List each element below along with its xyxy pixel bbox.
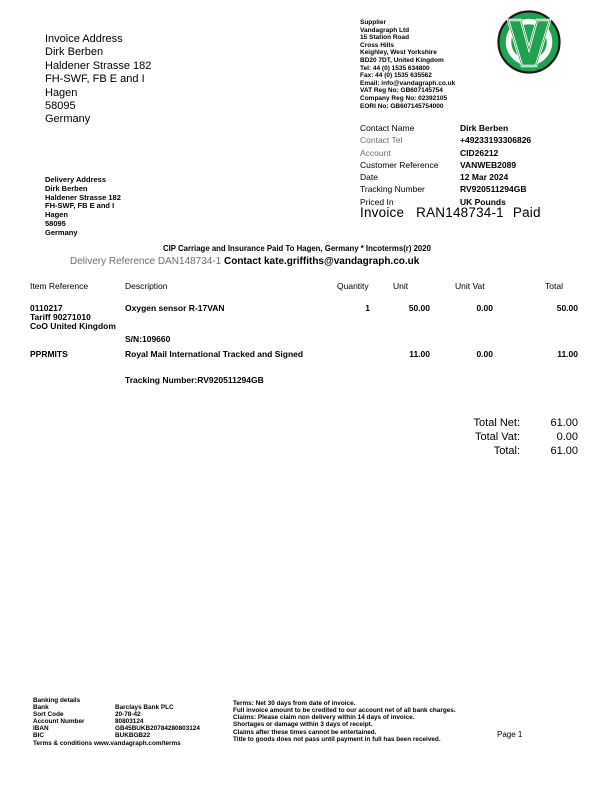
total-net-value: 61.00 — [550, 417, 578, 429]
terms-block — [233, 700, 523, 743]
contact-tel-label: Contact Tel — [360, 135, 403, 146]
totals-block — [400, 417, 578, 459]
supplier-block — [360, 19, 455, 110]
page-number-label: Page 1 — [497, 730, 523, 739]
address-line: 58095 — [45, 218, 66, 228]
supplier-vat-no: VAT Reg No: GB607145754 — [360, 87, 443, 95]
address-line: Germany — [45, 227, 78, 237]
contact-row — [360, 160, 590, 172]
iban-label: IBAN — [33, 725, 49, 733]
address-line: Haldener Strasse 182 — [45, 192, 121, 202]
tracking-number-label: Tracking Number — [360, 184, 425, 195]
terms-line: Shortages or damage within 3 days of receipt. — [233, 721, 373, 729]
supplier-title: Supplier — [360, 19, 387, 26]
contact-row — [360, 172, 590, 184]
item-reference: 0110217 — [30, 303, 63, 313]
contact-details-block — [360, 123, 590, 209]
address-line: Dirk Berben — [45, 46, 104, 59]
terms-line: Title to goods does not pass until payment in full has been received. — [233, 735, 441, 743]
supplier-phone: Tel: 44 (0) 1535 634800 — [360, 64, 430, 72]
contact-row — [360, 148, 590, 160]
supplier-line: Keighley, West Yorkshire — [360, 49, 437, 57]
contact-name-label: Contact Name — [360, 123, 415, 133]
item-total: 11.00 — [557, 349, 578, 359]
invoice-address-block — [45, 33, 151, 127]
item-reference: PPRMITS — [30, 349, 68, 359]
total-vat-value: 0.00 — [556, 431, 578, 443]
item-serial-number: S/N:109660 — [125, 334, 171, 344]
invoice-address-title: Invoice Address — [45, 33, 123, 45]
item-unit-vat: 0.00 — [476, 349, 493, 359]
bank-label: Bank — [33, 704, 49, 712]
date-value: 12 Mar 2024 — [460, 172, 509, 183]
banking-details-title: Banking details — [33, 697, 81, 704]
address-line: Germany — [45, 113, 91, 126]
bank-row — [33, 704, 200, 711]
total-vat-row — [400, 431, 578, 445]
priced-in-value: UK Pounds — [460, 196, 506, 207]
item-quantity: 1 — [365, 303, 370, 313]
iban-value: GB45BUKB20784280803124 — [115, 725, 200, 733]
item-unit-price: 50.00 — [408, 303, 430, 313]
invoice-number: RAN148734-1 — [416, 205, 504, 220]
address-line: Haldener Strasse 182 — [45, 59, 152, 72]
supplier-eori-no: EORI No: GB607145754000 — [360, 102, 444, 110]
account-number-label: Account Number — [33, 718, 85, 726]
contact-name-value: Dirk Berben — [460, 123, 509, 133]
item-description: Oxygen sensor R-17VAN — [125, 303, 225, 313]
address-line: 58095 — [45, 100, 76, 113]
header-description: Description — [125, 281, 168, 291]
tracking-number-value: RV920511294GB — [460, 184, 527, 195]
item-coo: CoO United Kingdom — [30, 321, 116, 331]
address-line: FH-SWF, FB E and I — [45, 201, 115, 211]
total-value: 61.00 — [550, 445, 578, 457]
supplier-line: Cross Hills — [360, 41, 394, 49]
account-number-value: 80803124 — [115, 718, 144, 726]
total-net-label: Total Net: — [473, 417, 520, 429]
terms-line: Terms: Net 30 days from date of invoice. — [233, 700, 356, 707]
bic-value: BUKBGB22 — [115, 732, 151, 740]
invoice-status: Paid — [512, 205, 541, 220]
address-line: Dirk Berben — [45, 183, 88, 193]
item-description: Royal Mail International Tracked and Signed — [125, 349, 304, 359]
account-label: Account — [360, 147, 391, 158]
customer-reference-label: Customer Reference — [360, 159, 439, 170]
header-item-reference: Item Reference — [30, 281, 89, 291]
vandagraph-logo-icon — [496, 9, 562, 75]
terms-line: Claims after these times cannot be entertained. — [233, 728, 377, 736]
priced-in-label: Priced In — [360, 196, 394, 207]
bank-row — [33, 725, 200, 732]
supplier-line: BD20 7DT, United Kingdom — [360, 56, 444, 64]
header-quantity: Quantity — [337, 281, 369, 291]
terms-line: Full invoice amount to be credited to our account net of all bank charges. — [233, 707, 456, 715]
sort-code-value: 20-78-42 — [115, 711, 141, 719]
total-vat-label: Total Vat: — [474, 431, 520, 443]
contact-row — [360, 135, 590, 147]
supplier-line: Vandagraph Ltd — [360, 26, 410, 34]
terms-conditions-link-line: Terms & conditions www.vandagraph.com/terms — [33, 739, 181, 747]
item-unit-price: 11.00 — [409, 349, 430, 359]
invoice-title — [360, 205, 541, 220]
bank-value: Barclays Bank PLC — [115, 704, 174, 712]
bank-row — [33, 718, 200, 725]
bank-row — [33, 711, 200, 718]
header-unit-vat: Unit Vat — [455, 281, 485, 291]
contact-row — [360, 123, 590, 135]
delivery-address-block — [45, 176, 121, 238]
header-total: Total — [545, 281, 563, 291]
shipment-tracking-number: Tracking Number:RV920511294GB — [125, 375, 264, 385]
total-net-row — [400, 417, 578, 431]
customer-reference-value: VANWEB2089 — [460, 159, 517, 170]
total-label: Total: — [493, 445, 520, 457]
item-unit-vat: 0.00 — [476, 303, 493, 313]
item-total: 50.00 — [556, 303, 578, 313]
contact-row — [360, 184, 590, 196]
supplier-company-reg-no: Company Reg No: 02392105 — [360, 94, 448, 102]
supplier-email: Email: info@vandagraph.co.uk — [360, 79, 456, 87]
date-label: Date — [360, 172, 378, 183]
delivery-reference-number: DAN148734-1 — [157, 256, 222, 267]
total-row — [400, 445, 578, 459]
supplier-fax: Fax: 44 (0) 1535 635562 — [360, 72, 432, 80]
header-unit: Unit — [393, 281, 409, 291]
delivery-reference-line — [70, 256, 419, 267]
vandagraph-logo — [496, 9, 562, 75]
invoice-title-label: Invoice — [360, 205, 405, 220]
item-tariff: Tariff 90271010 — [30, 312, 91, 322]
address-line: Hagen — [45, 210, 68, 220]
delivery-contact-email: Contact kate.griffiths@vandagraph.co.uk — [223, 256, 420, 267]
account-value: CID26212 — [460, 147, 499, 158]
banking-details-block — [33, 697, 200, 747]
contact-tel-value: +49233193306826 — [460, 135, 532, 146]
delivery-address-title: Delivery Address — [45, 175, 107, 184]
incoterms-line: CIP Carriage and Insurance Paid To Hagen, Germany * Incoterms(r) 2020 — [163, 244, 431, 253]
address-line: FH-SWF, FB E and I — [45, 73, 145, 86]
delivery-reference-label: Delivery Reference — [70, 256, 156, 267]
bic-label: BIC — [33, 732, 45, 740]
terms-line: Claims: Please claim non delivery within 14 days of invoice. — [233, 714, 415, 722]
supplier-line: 15 Station Road — [360, 34, 410, 42]
bank-row — [33, 732, 200, 739]
address-line: Hagen — [45, 86, 78, 99]
sort-code-label: Sort Code — [33, 711, 64, 719]
